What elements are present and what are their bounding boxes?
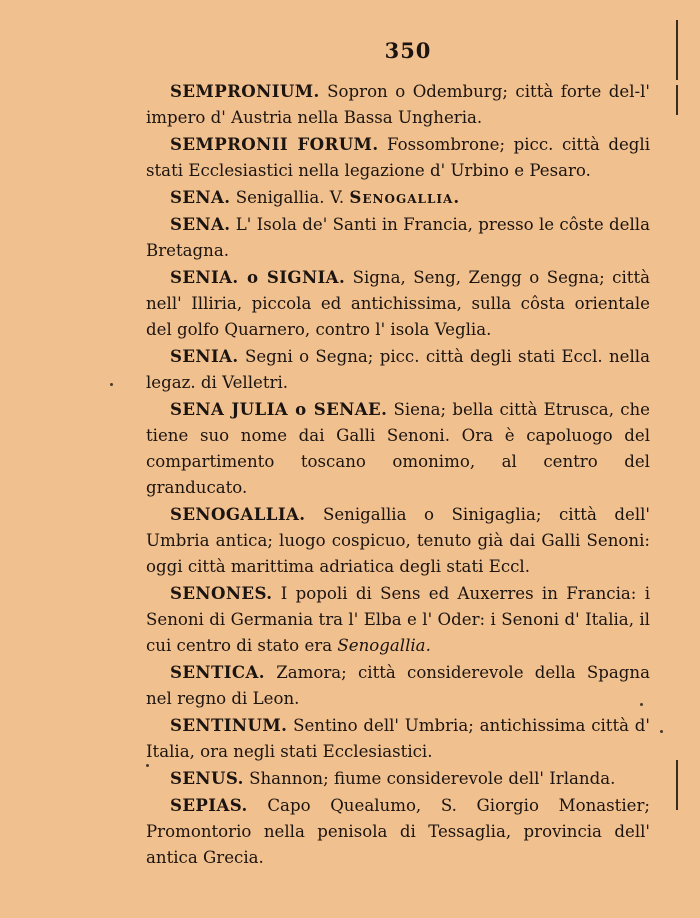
entry-headword: SENOGALLIA. [170,504,306,524]
entry-headword: SENONES. [170,583,273,603]
entry-definition: Siena; bella città Etrusca, che tiene suo nome dai Galli Senoni. Ora è capoluogo del compartimento toscano omonimo, al centro del granducato. [146,400,650,497]
entry-definition: Segni o Segna; picc. città degli stati Eccl. nella legaz. di Velletri. [146,347,650,392]
page-number: 350 [384,38,432,63]
entry-sepias [146,792,650,871]
entry-headword: SEMPRONIUM. [170,81,320,101]
scan-speck [660,730,663,733]
scan-speck [110,383,113,386]
entry-senones [146,580,650,659]
entry-sempronii-forum [146,131,650,184]
entry-sentica [146,659,650,712]
entry-senia-segni [146,343,650,396]
italic-reference: Senogallia. [337,636,431,655]
entry-sena-senigallia [146,184,650,211]
entry-headword: SENIA. [170,346,239,366]
entry-senus [146,765,650,792]
entry-headword: SENTINUM. [170,715,288,735]
entry-headword: SENA JULIA o SENAE. [170,399,388,419]
entry-sena-julia [146,396,650,501]
entry-definition: Zamora; città considerevole della Spagna nel regno di Leon. [146,663,650,708]
entry-definition: Capo Quealumo, S. Giorgio Monastier; Promontorio nella penisola di Tessaglia, provincia dell' antica Grecia. [146,796,650,867]
entry-definition: Fossombrone; picc. città degli stati Ecclesiastici nella legazione d' Urbino e Pesaro. [146,135,650,180]
entry-definition: L' Isola de' Santi in Francia, presso le côste della Bretagna. [146,215,650,260]
dictionary-page [146,36,650,871]
scan-margin-line [676,760,678,810]
scan-margin-line [676,85,678,115]
scan-speck [146,764,149,767]
entry-definition: Shannon; fiume considerevole dell' Irlanda. [243,769,616,788]
entry-sempronium [146,78,650,131]
entry-definition: Sopron o Odemburg; città forte del-l' impero d' Austria nella Bassa Ungheria. [146,82,650,127]
entry-definition: I popoli di Sens ed Auxerres in Francia: i Senoni di Germania tra l' Elba e l' Oder: i Senoni d' Italia, il cui centro di stato era [146,584,650,655]
entry-senogallia [146,501,650,580]
entry-headword: SENA. [170,187,231,207]
entry-headword: SENUS. [170,768,244,788]
scan-speck [640,703,643,706]
entry-headword: SENTICA. [170,662,265,682]
scan-margin-line [676,20,678,80]
entry-definition: Senigallia. V. [230,188,350,207]
entry-headword: SENA. [170,214,231,234]
entry-headword: SEMPRONII FORUM. [170,134,379,154]
entry-sena-isola [146,211,650,264]
entry-definition: Senigallia o Sinigaglia; città dell' Umbria antica; luogo cospicuo, tenuto già dai Galli Senoni: oggi città marittima adriatica degli stati Eccl. [146,505,650,576]
entry-headword: SEPIAS. [170,795,248,815]
entry-sentinum [146,712,650,765]
cross-reference: Senogallia. [349,187,461,207]
entry-definition: Sentino dell' Umbria; antichissima città d' Italia, ora negli stati Ecclesiastici. [146,716,650,761]
entry-headword: SENIA. o SIGNIA. [170,267,346,287]
entry-senia-signia [146,264,650,343]
entry-definition: Signa, Seng, Zengg o Segna; città nell' Illiria, piccola ed antichissima, sulla côsta orientale del golfo Quarnero, contro l' isola Veglia. [146,268,651,339]
